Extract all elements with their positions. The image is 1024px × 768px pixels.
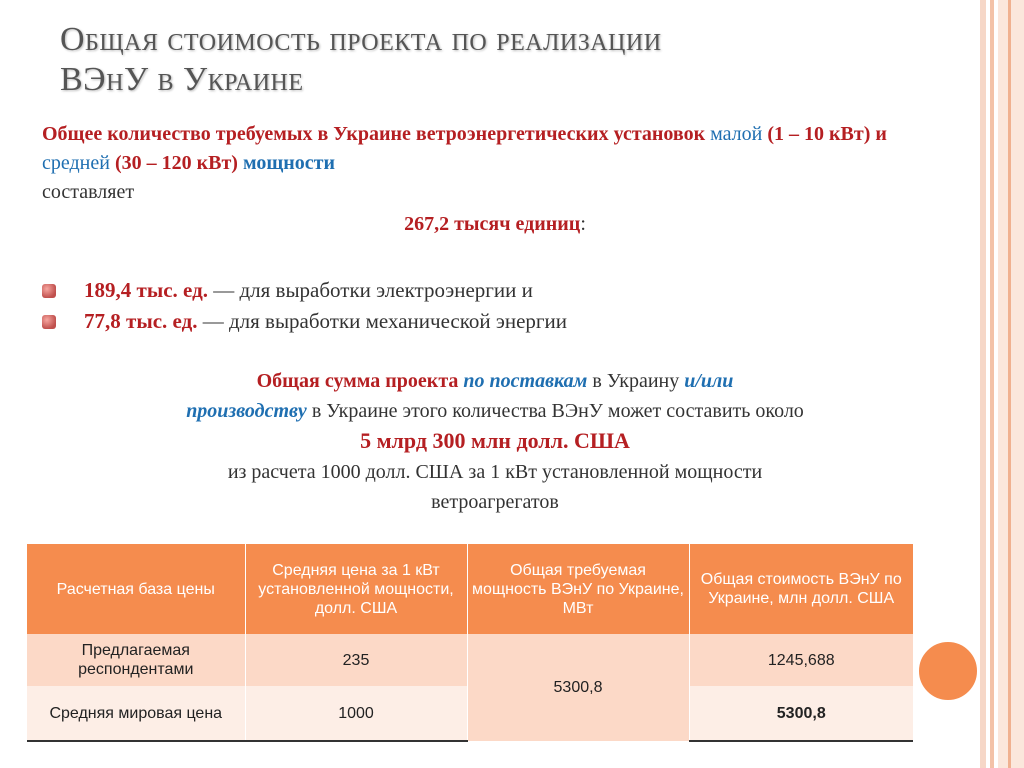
cell-price: 1000 — [245, 686, 467, 741]
bullet-text: — для выработки механической энергии — [197, 309, 568, 333]
total-colon: : — [580, 213, 586, 235]
stripe — [1008, 0, 1011, 768]
bullet-list — [42, 275, 922, 337]
summary-andor: и/или — [684, 370, 734, 392]
header-power: Общая требуемая мощность ВЭнУ по Украине, МВт — [467, 544, 689, 634]
table-row — [27, 634, 913, 686]
summary-production: производству — [186, 400, 307, 422]
cell-base: Предлагаемая респондентами — [27, 634, 245, 686]
cost-table — [27, 544, 913, 742]
summary-lead: Общая сумма проекта — [256, 370, 459, 392]
summary-paragraph — [0, 366, 990, 517]
bullet-icon — [42, 315, 56, 329]
total-value: 267,2 тысяч единиц — [404, 213, 581, 235]
cell-power-merged: 5300,8 — [467, 634, 689, 741]
summary-supplies: по поставкам — [463, 370, 588, 392]
header-price: Средняя цена за 1 кВт установленной мощности, долл. США — [245, 544, 467, 634]
bullet-icon — [42, 284, 56, 298]
header-base: Расчетная база цены — [27, 544, 245, 634]
list-item — [42, 275, 922, 306]
title-line-2: ВЭнУ в Украине — [60, 61, 304, 98]
intro-power: мощности — [242, 152, 335, 174]
summary-amount: 5 млрд 300 млн долл. США — [360, 428, 630, 453]
summary-to-ukraine: в Украину — [592, 370, 680, 392]
intro-range-2: (30 – 120 кВт) — [114, 152, 238, 174]
cell-base: Средняя мировая цена — [27, 686, 245, 741]
header-total-cost: Общая стоимость ВЭнУ по Украине, млн долл. США — [689, 544, 913, 634]
intro-part-2: составляет — [42, 181, 135, 203]
list-item — [42, 306, 922, 337]
summary-rest: в Украине этого количества ВЭнУ может составить около — [311, 400, 804, 422]
slide-title — [60, 20, 920, 100]
bullet-text: — для выработки электроэнергии и — [207, 278, 533, 302]
bullet-bold: 77,8 тыс. ед. — [84, 309, 198, 333]
total-units — [0, 213, 990, 236]
summary-basis-2: ветроагрегатов — [431, 491, 559, 513]
intro-small: малой — [710, 123, 763, 145]
intro-paragraph — [42, 120, 922, 207]
intro-part-1: Общее количество требуемых в Украине ветроэнергетических установок — [42, 123, 706, 145]
cell-total-cost: 5300,8 — [689, 686, 913, 741]
table-header-row — [27, 544, 913, 634]
title-line-1: Общая стоимость проекта по реализации — [60, 21, 662, 58]
stripe — [990, 0, 994, 768]
stripe — [998, 0, 1024, 768]
bullet-bold: 189,4 тыс. ед. — [84, 278, 208, 302]
decorative-circle — [917, 640, 979, 702]
cell-total-cost: 1245,688 — [689, 634, 913, 686]
intro-range-1: (1 – 10 кВт) и — [767, 123, 887, 145]
summary-basis: из расчета 1000 долл. США за 1 кВт установленной мощности — [227, 461, 763, 483]
intro-medium: средней — [42, 152, 110, 174]
cell-price: 235 — [245, 634, 467, 686]
